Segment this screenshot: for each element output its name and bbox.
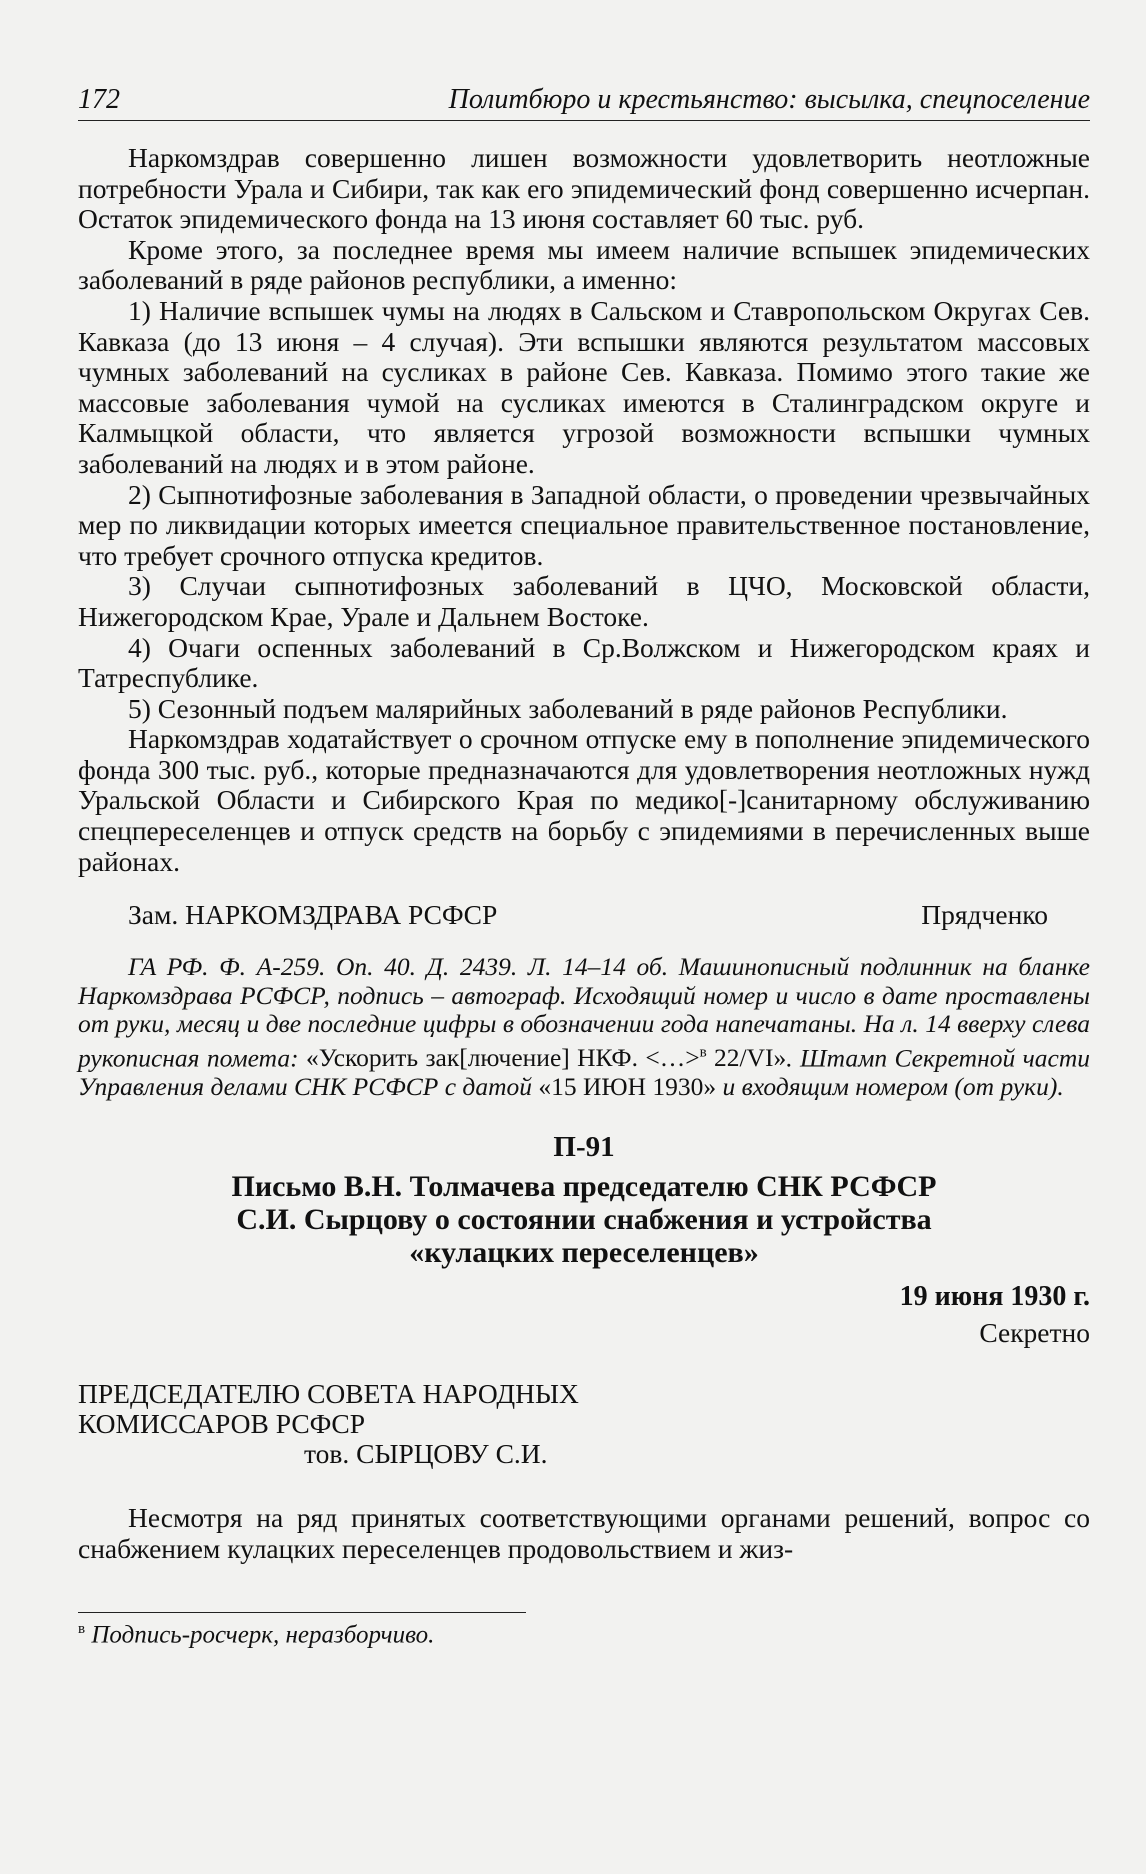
document-number: П-91 (553, 1131, 615, 1164)
footnote-text: Подпись-росчерк, неразборчиво. (85, 1621, 435, 1649)
paragraph: Несмотря на ряд принятых соответствующими органами решений, вопрос со снабжением кулацких переселенцев продовольствием и жиз- (78, 1502, 1090, 1564)
main-text (78, 143, 1090, 877)
source-note-part: и входящим номером (от руки). (716, 1071, 1064, 1101)
footnote-mark: в (78, 1621, 86, 1638)
source-note-part: . Штамп Секретной части Управления делами СНК РСФСР с датой (78, 1043, 1090, 1101)
paragraph: Наркомздрав совершенно лишен возможности удовлетворить неотложные потребности Урала и Сибири, так как его эпидемический фонд совершенно исчерпан. Остаток эпидемического фонда на 13 июня составляет 60 тыс. руб. (78, 142, 1090, 235)
classification-label: Секретно (979, 1317, 1090, 1349)
signatory-name: Прядченко (921, 899, 1048, 931)
paragraph: 1) Наличие вспышек чумы на людях в Сальском и Ставропольском Округах Сев. Кавказа (до 13 июня – 4 случая). Эти вспышки являются результатом массовых чумных заболеваний на сусликах в районе Сев. Кавказа. Помимо этого такие же массовые заболевания чумой на сусликах имеются в Сталинградском округе и Калмыцкой области, что является угрозой возможности вспышки чумных заболеваний на людях и в этом районе. (78, 294, 1090, 479)
running-title: Политбюро и крестьянство: высылка, спецпоселение (448, 84, 1090, 115)
title-line: Письмо В.Н. Толмачева председателю СНК РСФСР (231, 1170, 937, 1204)
paragraph: Кроме этого, за последнее время мы имеем наличие вспышек эпидемических заболеваний в ряде районов республики, а именно: (78, 233, 1090, 296)
quote-end: 22/VI» (706, 1043, 787, 1073)
paragraph: 5) Сезонный подъем малярийных заболеваний в ряде районов Республики. (128, 692, 1008, 724)
source-note-part: ГА РФ. Ф. А-259. Оп. 40. Д. 2439. Л. 14–14 об. Машинописный подлинник на бланке Наркомздрава РСФСР, подпись – автограф. Исходящий номер и число в дате проставлены от руки, месяц и две последние цифры в обозначении года напечатаны. На л. 14 вверху слева рукописная помета: (78, 952, 1090, 1073)
document-title (78, 1170, 1090, 1269)
addressee-line: тов. СЫРЦОВУ С.И. (304, 1438, 548, 1470)
archival-source-note (78, 953, 1090, 1101)
running-header (78, 84, 1090, 121)
paragraph: 2) Сыпнотифозные заболевания в Западной области, о проведении чрезвычайных мер по ликвидации которых имеется специальное правительственное постановление, что требует срочного отпуска кредитов. (78, 478, 1090, 571)
stamp-date-quote: «15 ИЮН 1930» (538, 1071, 717, 1101)
signatory-position: Зам. НАРКОМЗДРАВА РСФСР (128, 899, 498, 931)
addressee-block (78, 1379, 1090, 1469)
addressee-line: ПРЕДСЕДАТЕЛЮ СОВЕТА НАРОДНЫХ (78, 1378, 579, 1410)
footnote-reference: в (699, 1044, 707, 1061)
document-page (78, 84, 1090, 1650)
handwritten-note-quote (306, 1043, 786, 1072)
paragraph: 3) Случаи сыпнотифозных заболеваний в ЦЧО, Московской области, Нижегородском Крае, Урале и Дальнем Востоке. (78, 570, 1090, 632)
title-line: С.И. Сырцову о состоянии снабжения и устройства (236, 1203, 932, 1237)
letter-body (78, 1503, 1090, 1564)
quote-text: «Ускорить зак[лючение] НКФ. <…> (306, 1043, 700, 1073)
document-date: 19 июня 1930 г. (899, 1281, 1090, 1313)
signature-block (78, 899, 1090, 931)
addressee-line: КОМИССАРОВ РСФСР (78, 1408, 366, 1440)
footnote (78, 1621, 1090, 1649)
footnote-divider (78, 1612, 526, 1613)
paragraph: Наркомздрав ходатайствует о срочном отпуске ему в пополнение эпидемического фонда 300 тыс. руб., которые предназначаются для удовлетворения неотложных нужд Уральской Области и Сибирского Края по медико[-]санитарному обслуживанию спецпереселенцев и отпуск средств на борьбу с эпидемиями в перечисленных выше районах. (78, 723, 1090, 877)
page-number: 172 (78, 84, 120, 115)
title-line: «кулацких переселенцев» (409, 1236, 759, 1270)
paragraph: 4) Очаги оспенных заболеваний в Ср.Волжском и Нижегородском краях и Татреспублике. (78, 631, 1090, 694)
